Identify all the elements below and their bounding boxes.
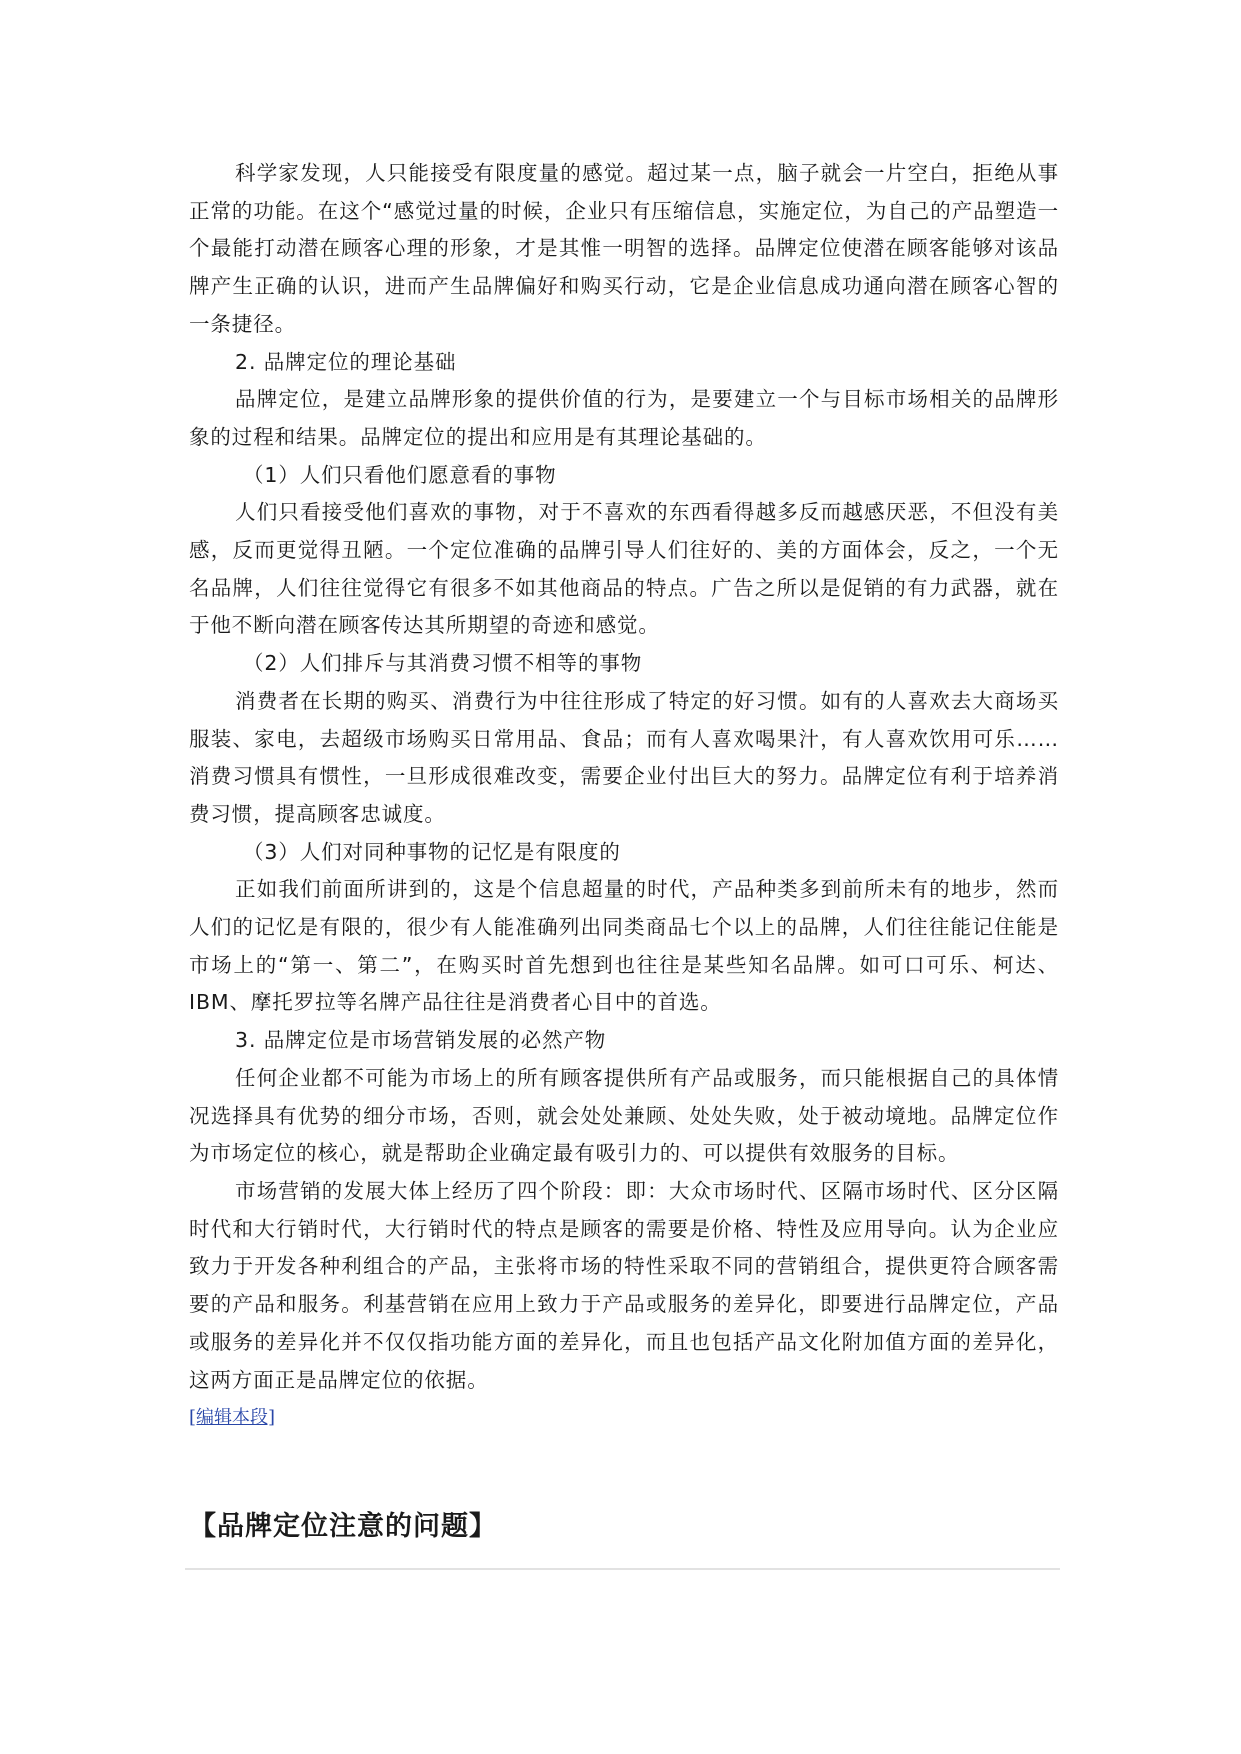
paragraph-theory: 品牌定位，是建立品牌形象的提供价值的行为，是要建立一个与目标市场相关的品牌形象的过程和结果。品牌定位的提出和应用是有其理论基础的。 xyxy=(189,387,1059,449)
paragraph-marketing-stages: 市场营销的发展大体上经历了四个阶段：即：大众市场时代、区隔市场时代、区分区隔时代和大行销时代，大行销时代的特点是顾客的需要是价格、特性及应用导向。认为企业应致力于开发各种利组合的产品，主张将市场的特性采取不同的营销组合，提供更符合顾客需要的产品和服务。利基营销在应用上致力于产品或服务的差异化，即要进行品牌定位，产品或服务的差异化并不仅仅指功能方面的差异化，而且也包括产品文化附加值方面的差异化，这两方面正是品牌定位的依据。 xyxy=(189,1178,1059,1392)
section-divider xyxy=(185,1568,1060,1570)
section-title: 【品牌定位注意的问题】 xyxy=(189,1511,497,1542)
heading-marketing-product: 3. 品牌定位是市场营销发展的必然产物 xyxy=(235,1028,607,1053)
heading-point-2: （2）人们排斥与其消费习惯不相等的事物 xyxy=(243,651,643,676)
paragraph-segmentation: 任何企业都不可能为市场上的所有顾客提供所有产品或服务，而只能根据自己的具体情况选择具有优势的细分市场，否则，就会处处兼顾、处处失败，处于被动境地。品牌定位作为市场定位的核心，就是帮助企业确定最有吸引力的、可以提供有效服务的目标。 xyxy=(189,1065,1059,1166)
heading-point-3: （3）人们对同种事物的记忆是有限度的 xyxy=(243,839,621,864)
article-body xyxy=(189,155,1059,1433)
paragraph-point-1: 人们只看接受他们喜欢的事物，对于不喜欢的东西看得越多反而越感厌恶，不但没有美感，反而更觉得丑陋。一个定位准确的品牌引导人们往好的、美的方面体会，反之，一个无名品牌，人们往往觉得它有很多不如其他商品的特点。广告之所以是促销的有力武器，就在于他不断向潜在顾客传达其所期望的奇迹和感觉。 xyxy=(189,500,1059,638)
paragraph-intro: 科学家发现，人只能接受有限度量的感觉。超过某一点，脑子就会一片空白，拒绝从事正常的功能。在这个“感觉过量的时候，企业只有压缩信息，实施定位，为自己的产品塑造一个最能打动潜在顾客心理的形象，才是其惟一明智的选择。品牌定位使潜在顾客能够对该品牌产生正确的认识，进而产生品牌偏好和购买行动，它是企业信息成功通向潜在顾客心智的一条捷径。 xyxy=(189,161,1059,336)
heading-point-1: （1）人们只看他们愿意看的事物 xyxy=(243,462,557,487)
paragraph-point-2: 消费者在长期的购买、消费行为中往往形成了特定的好习惯。如有的人喜欢去大商场买服装、家电，去超级市场购买日常用品、食品；而有人喜欢喝果汁，有人喜欢饮用可乐……消费习惯具有惯性，一旦形成很难改变，需要企业付出巨大的努力。品牌定位有利于培养消费习惯，提高顾客忠诚度。 xyxy=(189,688,1059,826)
edit-section-link[interactable]: [编辑本段] xyxy=(189,1407,276,1429)
heading-theory-basis: 2. 品牌定位的理论基础 xyxy=(235,349,457,374)
paragraph-point-3: 正如我们前面所讲到的，这是个信息超量的时代，产品种类多到前所未有的地步，然而人们的记忆是有限的，很少有人能准确列出同类商品七个以上的品牌，人们往往能记住能是市场上的“第一、第二”，在购买时首先想到也往往是某些知名品牌。如可口可乐、柯达、IBM、摩托罗拉等名牌产品往往是消费者心目中的首选。 xyxy=(189,877,1059,1015)
